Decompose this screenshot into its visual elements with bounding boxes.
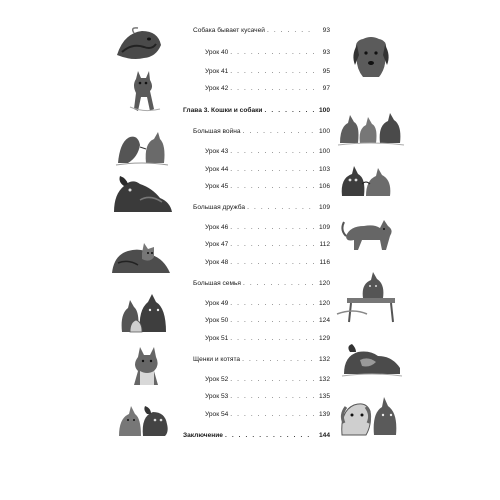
toc-entry-page: 120	[318, 280, 330, 287]
toc-entry-label: Заключение	[183, 432, 223, 439]
toc-entry-label: Большая война	[193, 128, 241, 135]
toc-entry-lesson-51[interactable]	[183, 333, 330, 345]
toc-entry-lesson-52[interactable]	[183, 374, 330, 386]
toc-entry-label: Большая семья	[193, 280, 241, 287]
toc-entry-page: 93	[322, 27, 330, 34]
toc-entry-label: Урок 49	[205, 300, 229, 307]
toc-entry-label: Урок 42	[205, 85, 229, 92]
toc-entry-page: 135	[318, 393, 330, 400]
toc-entry-label: Урок 41	[205, 68, 229, 75]
dot-leader	[230, 391, 314, 403]
dot-leader	[247, 202, 314, 214]
toc-entry-label: Урок 40	[205, 49, 229, 56]
toc-entry-label: Урок 48	[205, 259, 229, 266]
toc-entry-page: 132	[318, 356, 330, 363]
toc-entry-lesson-41[interactable]	[183, 66, 330, 78]
toc-entry-label: Большая дружба	[193, 204, 246, 211]
dot-leader	[230, 164, 314, 176]
toc-entry-chapter-3[interactable]	[183, 105, 330, 117]
illustration-dog-and-cat-sleeping	[340, 338, 404, 378]
dot-leader	[230, 146, 314, 158]
dot-leader	[230, 257, 314, 269]
dot-leader	[230, 83, 314, 95]
toc-entry-label: Урок 46	[205, 224, 229, 231]
illustration-cat-on-chair	[333, 270, 403, 325]
toc-entry-label: Урок 44	[205, 166, 229, 173]
toc-entry-bolshaya-druzhba[interactable]	[183, 202, 330, 214]
toc-entry-label: Собака бывает кусачей	[193, 27, 265, 34]
toc-entry-label: Урок 52	[205, 376, 229, 383]
illustration-dog-standing	[124, 69, 166, 115]
illustration-big-dog-lying	[110, 172, 175, 220]
toc-entry-page: 144	[318, 432, 330, 439]
toc-entry-lesson-54[interactable]	[183, 409, 330, 421]
toc-entry-page: 129	[318, 335, 330, 342]
dot-leader	[242, 354, 314, 366]
toc-entry-page: 109	[318, 204, 330, 211]
toc-entry-lesson-50[interactable]	[183, 315, 330, 327]
toc-entry-page: 106	[318, 183, 330, 190]
toc-entry-conclusion[interactable]	[183, 430, 330, 442]
toc-entry-page: 124	[318, 317, 330, 324]
toc-entry-label: Урок 53	[205, 393, 229, 400]
dot-leader	[230, 181, 314, 193]
dot-leader	[243, 126, 314, 138]
toc-entry-sobaka-kusachey[interactable]	[183, 25, 330, 37]
toc-entry-lesson-46[interactable]	[183, 222, 330, 234]
toc-entry-page: 95	[322, 68, 330, 75]
toc-entry-page: 116	[319, 259, 330, 266]
toc-entry-label: Урок 54	[205, 411, 229, 418]
illustration-puppy-and-kitten	[115, 400, 171, 438]
dot-leader	[230, 298, 314, 310]
toc-entry-page: 100	[318, 128, 330, 135]
dot-leader	[267, 25, 314, 37]
toc-entry-lesson-53[interactable]	[183, 391, 330, 403]
dot-leader	[243, 278, 314, 290]
toc-entry-label: Щенки и котята	[193, 356, 241, 363]
toc-entry-page: 100	[318, 107, 330, 114]
illustration-dog-and-cat-resting	[108, 233, 174, 278]
toc-entry-label: Урок 47	[205, 241, 229, 248]
toc-entry-page: 97	[322, 85, 330, 92]
toc-entry-bolshaya-semya[interactable]	[183, 278, 330, 290]
toc-entry-page: 93	[322, 49, 330, 56]
dot-leader	[230, 239, 314, 251]
illustration-cats-playing	[336, 160, 396, 200]
toc-entry-label: Урок 51	[205, 335, 229, 342]
toc-entry-lesson-48[interactable]	[183, 257, 330, 269]
illustration-kittens-group	[336, 105, 406, 147]
illustration-cat-walking	[340, 212, 398, 254]
toc-entry-lesson-47[interactable]	[183, 239, 330, 251]
dot-leader	[264, 105, 314, 117]
toc-entry-lesson-45[interactable]	[183, 181, 330, 193]
toc-entry-lesson-49[interactable]	[183, 298, 330, 310]
dot-leader	[230, 66, 314, 78]
toc-entry-page: 103	[318, 166, 330, 173]
toc-entry-bolshaya-voyna[interactable]	[183, 126, 330, 138]
toc-entry-label: Урок 50	[205, 317, 229, 324]
toc-entry-lesson-40[interactable]	[183, 47, 330, 59]
toc-entry-lesson-43[interactable]	[183, 146, 330, 158]
toc-entry-label: Урок 43	[205, 148, 229, 155]
illustration-dog-portrait	[349, 33, 393, 83]
toc-entry-page: 100	[318, 148, 330, 155]
dot-leader	[230, 333, 314, 345]
dot-leader	[230, 47, 314, 59]
toc-entry-page: 120	[318, 300, 330, 307]
toc-entry-page: 139	[318, 411, 330, 418]
illustration-puppy-sitting	[124, 345, 170, 389]
toc-entry-page: 112	[319, 241, 330, 248]
toc-entry-lesson-42[interactable]	[183, 83, 330, 95]
dot-leader	[230, 374, 314, 386]
dot-leader	[230, 409, 314, 421]
dot-leader	[230, 315, 314, 327]
dot-leader	[230, 222, 314, 234]
illustration-cats-and-dog-group	[116, 290, 172, 335]
illustration-puppy-and-kitten-together	[336, 385, 402, 439]
illustration-dog-head	[114, 25, 164, 65]
toc-entry-page: 109	[318, 224, 330, 231]
toc-entry-page: 132	[318, 376, 330, 383]
dot-leader	[225, 430, 314, 442]
toc-entry-lesson-44[interactable]	[183, 164, 330, 176]
toc-entry-label: Глава 3. Кошки и собаки	[183, 107, 263, 114]
toc-entry-label: Урок 45	[205, 183, 229, 190]
toc-entry-shchenki-i-kotyata[interactable]	[183, 354, 330, 366]
illustration-dog-and-cat-fight	[114, 127, 169, 167]
